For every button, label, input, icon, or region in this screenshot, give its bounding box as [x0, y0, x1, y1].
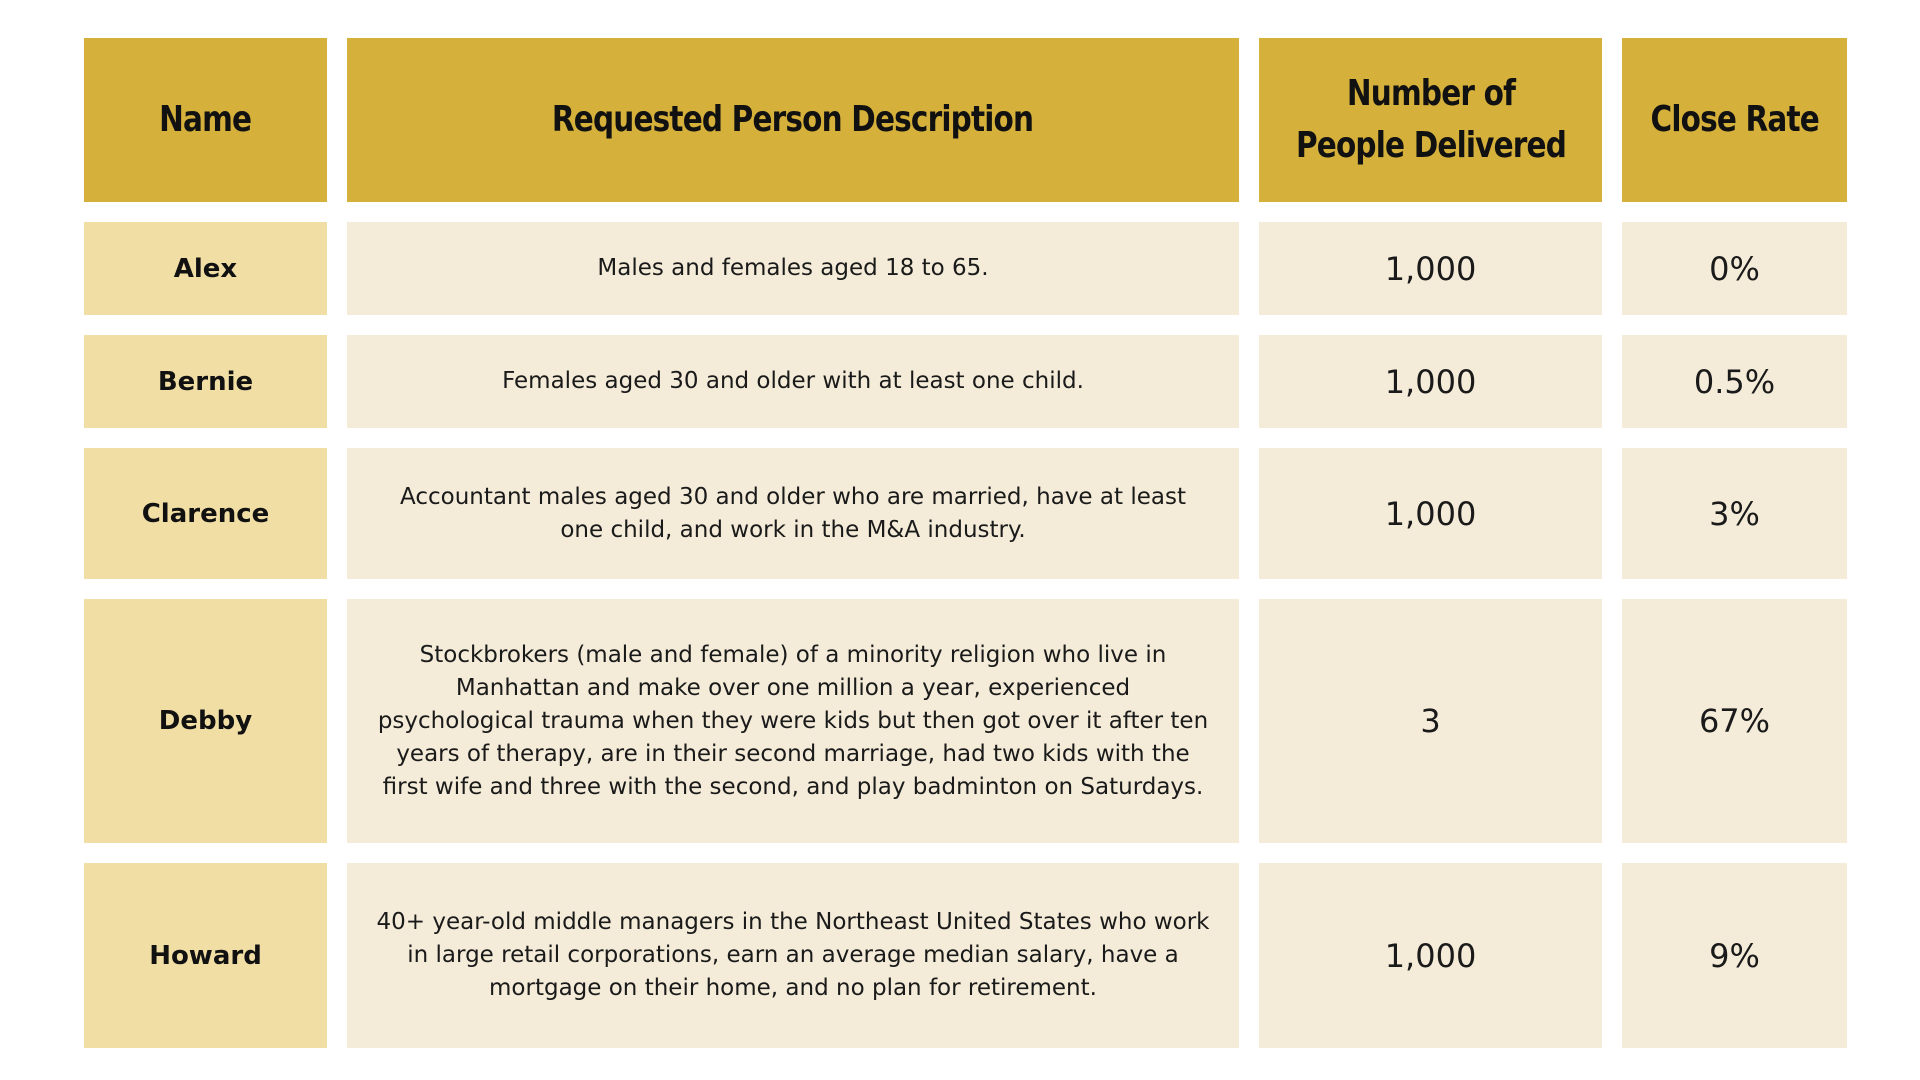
row-people: 3	[1259, 599, 1602, 843]
row-name: Howard	[84, 863, 327, 1048]
row-name: Clarence	[84, 448, 327, 579]
header-close-rate	[1622, 38, 1847, 202]
row-description: Females aged 30 and older with at least one child.	[347, 335, 1239, 428]
row-name: Bernie	[84, 335, 327, 428]
row-close-rate: 0%	[1622, 222, 1847, 315]
header-people-label: Number of People Delivered	[1295, 73, 1566, 166]
row-close-rate: 67%	[1622, 599, 1847, 843]
row-name: Debby	[84, 599, 327, 843]
row-close-rate: 0.5%	[1622, 335, 1847, 428]
row-description: 40+ year-old middle managers in the Northeast United States who work in large retail corporations, earn an average median salary, have a mortgage on their home, and no plan for retirement.	[347, 863, 1239, 1048]
row-close-rate: 9%	[1622, 863, 1847, 1048]
header-description	[347, 38, 1239, 202]
data-table	[84, 38, 1847, 1048]
row-description: Accountant males aged 30 and older who are married, have at least one child, and work in the M&A industry.	[347, 448, 1239, 579]
row-people: 1,000	[1259, 448, 1602, 579]
row-description: Males and females aged 18 to 65.	[347, 222, 1239, 315]
header-description-label: Requested Person Description	[552, 99, 1034, 140]
row-people: 1,000	[1259, 863, 1602, 1048]
row-people: 1,000	[1259, 335, 1602, 428]
row-description: Stockbrokers (male and female) of a minority religion who live in Manhattan and make over one million a year, experienced psychological trauma when they were kids but then got over it after ten years of therapy, are in their second marriage, had two kids with the first wife and three with the second, and play badminton on Saturdays.	[347, 599, 1239, 843]
row-name: Alex	[84, 222, 327, 315]
header-people	[1259, 38, 1602, 202]
row-close-rate: 3%	[1622, 448, 1847, 579]
row-people: 1,000	[1259, 222, 1602, 315]
header-name-label: Name	[159, 99, 252, 140]
header-close-rate-label: Close Rate	[1650, 99, 1819, 140]
header-name	[84, 38, 327, 202]
